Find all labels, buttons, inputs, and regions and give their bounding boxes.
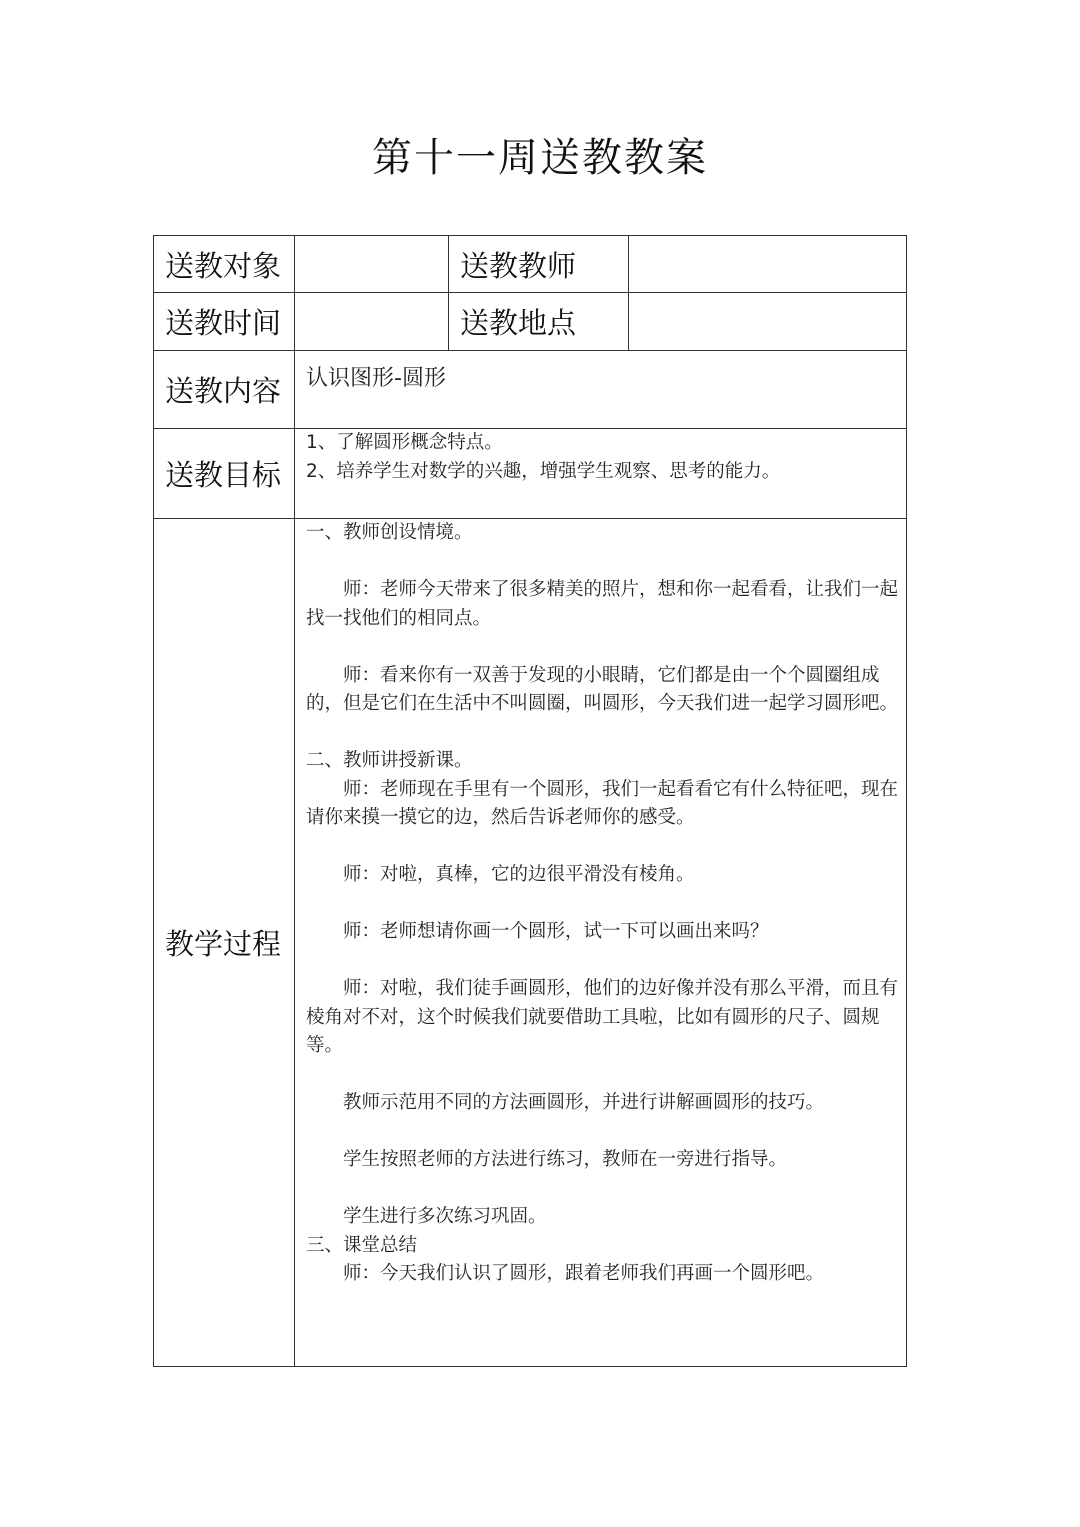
paragraph: 教师示范用不同的方法画圆形，并进行讲解画圆形的技巧。	[343, 1092, 825, 1113]
table-row	[154, 351, 907, 429]
paragraph: 师：对啦，我们徒手画圆形，他们的边好像并没有那么平滑，而且有棱角对不对，这个时候我们就要借助工具啦，比如有圆形的尺子、圆规等。	[306, 978, 899, 1056]
paragraph: 学生进行多次练习巩固。	[343, 1206, 547, 1227]
paragraph: 师：老师想请你画一个圆形，试一下可以画出来吗？	[343, 921, 769, 942]
value-time	[295, 293, 449, 351]
goal-item: 1、了解圆形概念特点。	[306, 432, 503, 453]
section-heading: 二、教师讲授新课。	[306, 750, 473, 771]
table-row	[154, 519, 907, 1367]
label-process: 教学过程	[154, 519, 295, 1367]
section-heading: 一、教师创设情境。	[306, 522, 473, 543]
label-time: 送教时间	[154, 293, 295, 351]
value-content: 认识图形-圆形	[295, 351, 907, 429]
table-row	[154, 293, 907, 351]
paragraph: 师：老师今天带来了很多精美的照片，想和你一起看看，让我们一起找一找他们的相同点。	[306, 579, 899, 629]
goal-item: 2、培养学生对数学的兴趣，增强学生观察、思考的能力。	[306, 460, 781, 482]
label-target: 送教对象	[154, 236, 295, 293]
section-heading: 三、课堂总结	[306, 1234, 418, 1256]
paragraph: 师：看来你有一双善于发现的小眼睛，它们都是由一个个圆圈组成的，但是它们在生活中不叫圆圈，叫圆形，今天我们进一起学习圆形吧。	[306, 664, 899, 714]
process-cell	[295, 519, 907, 1367]
value-location	[629, 293, 907, 351]
table-row	[154, 236, 907, 293]
goals-cell	[295, 429, 907, 519]
value-target	[295, 236, 449, 293]
paragraph: 师：对啦，真棒，它的边很平滑没有棱角。	[343, 864, 695, 885]
paragraph: 师：老师现在手里有一个圆形，我们一起看看它有什么特征吧，现在请你来摸一摸它的边，然后告诉老师你的感受。	[306, 778, 899, 828]
page-title: 第十一周送教教案	[372, 135, 708, 181]
label-location: 送教地点	[449, 293, 629, 351]
table-row	[154, 429, 907, 519]
label-teacher: 送教教师	[449, 236, 629, 293]
paragraph: 学生按照老师的方法进行练习，教师在一旁进行指导。	[343, 1149, 788, 1170]
label-goals: 送教目标	[154, 429, 295, 519]
label-content: 送教内容	[154, 351, 295, 429]
paragraph: 师：今天我们认识了圆形，跟着老师我们再画一个圆形吧。	[343, 1263, 825, 1284]
value-teacher	[629, 236, 907, 293]
lesson-plan-table	[153, 235, 907, 1367]
